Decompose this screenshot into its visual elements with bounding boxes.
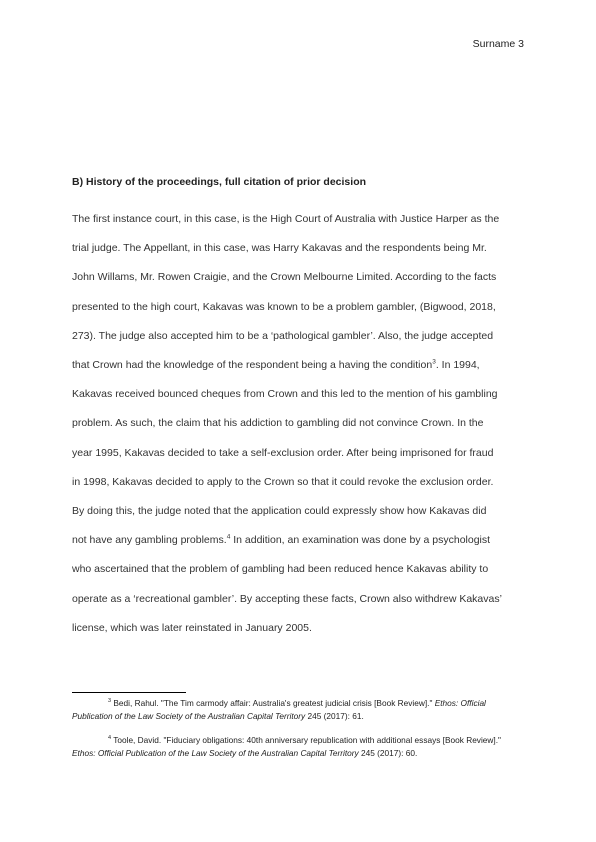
footnote-reference[interactable]: 3 bbox=[432, 358, 436, 366]
body-line-text: that Crown had the knowledge of the respondent being a having the condition bbox=[72, 359, 433, 372]
body-line: John Willams, Mr. Rowen Craigie, and the Crown Melbourne Limited. According to the facts bbox=[72, 271, 497, 284]
section-heading: B) History of the proceedings, full citation of prior decision bbox=[72, 176, 367, 188]
body-line bbox=[72, 351, 524, 380]
footnote bbox=[72, 697, 524, 722]
body-line: in 1998, Kakavas decided to apply to the Crown so that it could revoke the exclusion order. bbox=[72, 475, 494, 488]
body-paragraph bbox=[72, 205, 524, 643]
body-line bbox=[72, 526, 524, 555]
footnote-text: 245 (2017): 60. bbox=[358, 747, 418, 758]
body-line: license, which was later reinstated in January 2005. bbox=[72, 621, 312, 634]
body-line-text: In addition, an examination was done by a psychologist bbox=[230, 534, 491, 547]
body-line: presented to the high court, Kakavas was known to be a problem gambler, (Bigwood, 2018, bbox=[72, 300, 496, 313]
footnote-journal: Ethos: Official Publication of the Law Society of the Australian Capital Territory bbox=[72, 698, 486, 721]
footnote-reference[interactable]: 4 bbox=[226, 533, 231, 541]
footnote bbox=[72, 734, 524, 759]
body-line: Kakavas received bounced cheques from Crown and this led to the mention of his gambling bbox=[72, 388, 498, 401]
footnote-text: 245 (2017): 61. bbox=[305, 710, 364, 721]
body-line: year 1995, Kakavas decided to take a self-exclusion order. After being imprisoned for fraud bbox=[72, 446, 494, 459]
body-line: The first instance court, in this case, is the High Court of Australia with Justice Harper as the bbox=[72, 213, 500, 225]
footnote-number: 3 bbox=[108, 698, 112, 705]
body-line: operate as a ‘recreational gambler’. By accepting these facts, Crown also withdrew Kakavas’ bbox=[72, 592, 502, 605]
body-line: By doing this, the judge noted that the application could expressly show how Kakavas did bbox=[72, 505, 487, 518]
body-line-text: not have any gambling problems. bbox=[72, 534, 227, 547]
body-line: problem. As such, the claim that his addiction to gambling did not convince Crown. In the bbox=[72, 417, 484, 430]
footnote-text: Toole, David. "Fiduciary obligations: 40th anniversary republication with additional essays [Book Review]." bbox=[111, 735, 501, 745]
body-line: 273). The judge also accepted him to be a ‘pathological gambler’. Also, the judge accepted bbox=[72, 329, 494, 342]
page-header-surname: Surname 3 bbox=[472, 38, 524, 50]
body-line: trial judge. The Appellant, in this case, was Harry Kakavas and the respondents being Mr. bbox=[72, 242, 487, 255]
footnote-text: Bedi, Rahul. "The Tim carmody affair: Australia's greatest judicial crisis [Book Review]." bbox=[111, 698, 435, 708]
footnote-separator bbox=[72, 692, 186, 693]
body-line: who ascertained that the problem of gambling had been reduced hence Kakavas ability to bbox=[72, 563, 489, 576]
body-line-text: . In 1994, bbox=[435, 359, 480, 372]
footnote-journal: Ethos: Official Publication of the Law Society of the Australian Capital Territory bbox=[72, 747, 359, 758]
footnotes bbox=[72, 697, 524, 771]
footnote-number: 4 bbox=[108, 735, 112, 742]
